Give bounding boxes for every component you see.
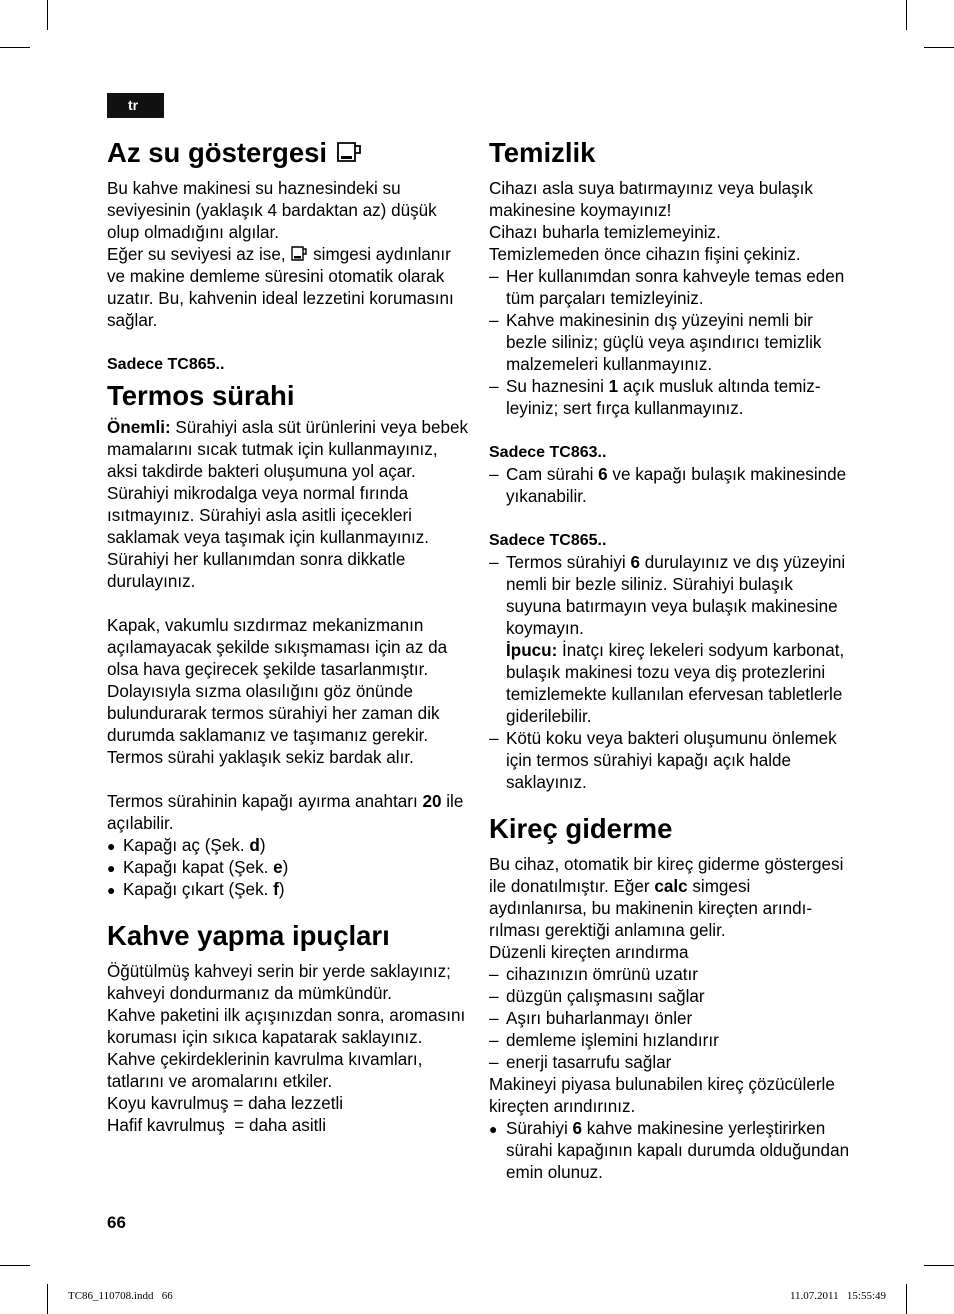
kirec-paragraph-1: Bu cihaz, otomatik bir kireç giderme göstergesi ile donatılmıştır. Eğer calc simgesi aydınlanırsa, bu makinenin kireçten arındırılması gerektiği anlamına gelir.	[489, 855, 844, 940]
print-slug-date: 11.07.2011 15:55:49	[789, 1290, 886, 1302]
crop-mark	[0, 1265, 30, 1266]
heading-kirec: Kireç giderme	[489, 813, 673, 844]
crop-mark	[47, 0, 48, 30]
ipuclari-paragraph-5: Hafif kavrulmuş = daha asitli	[107, 1116, 326, 1135]
kirec-paragraph-3: Makineyi piyasa bulunabilen kireç çözücülerle kireçten arındırınız.	[489, 1075, 835, 1116]
left-column	[107, 136, 469, 1137]
list-item: – düzgün çalışmasını sağlar	[489, 986, 851, 1008]
temizlik-paragraph-1: Cihazı asla suya batırmayınız veya bulaşık makinesine koymayınız!	[489, 179, 813, 220]
page-number: 66	[107, 1213, 126, 1232]
termos-paragraph-2: Sürahiyi her kullanımdan sonra dikkatle durulayınız.	[107, 550, 406, 591]
temizlik-paragraph-2: Cihazı buharla temizlemeyiniz.	[489, 223, 721, 242]
list-item: – Kötü koku veya bakteri oluşumunu önlemek için termos sürahiyi kapağı açık halde saklayınız.	[489, 728, 851, 794]
print-slug-file: TC86_110708.indd 66	[68, 1290, 173, 1302]
heading-ipuclari: Kahve yapma ipuçları	[107, 920, 390, 951]
list-item: – Her kullanımdan sonra kahveyle temas eden tüm parçaları temizleyiniz.	[489, 266, 851, 310]
crop-mark	[924, 1265, 954, 1266]
heading-az-su: Az su göstergesi	[107, 136, 469, 170]
ipuclari-paragraph-2: Kahve paketini ilk açışınızdan sonra, aromasını koruması için sıkıca kapatarak saklayınız.	[107, 1006, 466, 1047]
temizlik-paragraph-3: Temizlemeden önce cihazın fişini çekiniz.	[489, 245, 801, 264]
list-item: ● Kapağı kapat (Şek. e)	[107, 857, 469, 879]
language-tab: tr	[107, 93, 164, 118]
termos-onemli: Önemli: Sürahiyi asla süt ürünlerini veya bebek mamalarını sıcak tutmak için kullanmayınız, aksi takdirde bakteri oluşumuna yol açar. Sürahiyi mikrodalga veya normal fırında ısıtmayınız. Sürahiyi asla asitli içecekleri saklamak veya taşımak için kullanmayınız.	[107, 418, 469, 547]
termos-paragraph-3: Kapak, vakumlu sızdırmaz mekanizmanın açılamayacak şekilde sıkışmaması için az da olsa hava geçirecek şekilde tasarlanmıştır. Dolayısıyla sızma olasılığını göz önünde bulundurarak termos sürahiyi her zaman dik durumda saklamanız ve taşımanız gerekir. Termos sürahi yaklaşık sekiz bardak alır.	[107, 616, 448, 767]
list-item: ● Sürahiyi 6 kahve makinesine yerleştirirken sürahi kapağının kapalı durumda olduğundan emin olunuz.	[489, 1118, 851, 1184]
crop-mark	[0, 47, 30, 48]
sadece-tc865-label: Sadece TC865..	[107, 356, 225, 373]
kirec-paragraph-2: Düzenli kireçten arındırma	[489, 943, 689, 962]
list-item: – demleme işlemini hızlandırır	[489, 1030, 851, 1052]
list-item: – Su haznesini 1 açık musluk altında temizleyiniz; sert fırça kullanmayınız.	[489, 376, 851, 420]
sadece-tc863-label: Sadece TC863..	[489, 444, 607, 461]
list-item: – Kahve makinesinin dış yüzeyini nemli bir bezle siliniz; güçlü veya aşındırıcı temizlik malzemeleri kullanmayınız.	[489, 310, 851, 376]
az-su-paragraph-1: Bu kahve makinesi su haznesindeki su seviyesinin (yaklaşık 4 bardaktan az) düşük olup olmadığını algılar.	[107, 179, 437, 242]
list-item: – Cam sürahi 6 ve kapağı bulaşık makinesinde yıkanabilir.	[489, 464, 851, 508]
list-item: – Termos sürahiyi 6 durulayınız ve dış yüzeyini nemli bir bezle siliniz. Sürahiyi bulaşık suyuna batırmayın veya bulaşık makinesine koymayın. İpucu: İnatçı kireç lekeleri sodyum karbonat, bulaşık makinesi tozu veya diş protezlerini temizlemekte kullanılan efervesan tabletlerle giderilebilir.	[489, 552, 851, 728]
list-item: ● Kapağı çıkart (Şek. f)	[107, 879, 469, 901]
ipuclari-paragraph-3: Kahve çekirdeklerinin kavrulma kıvamları, tatlarını ve aromalarını etkiler.	[107, 1050, 423, 1091]
heading-temizlik: Temizlik	[489, 137, 596, 168]
carafe-low-water-icon	[335, 140, 363, 164]
carafe-low-water-icon	[290, 245, 308, 262]
list-item: – Aşırı buharlanmayı önler	[489, 1008, 851, 1030]
list-item: – cihazınızın ömrünü uzatır	[489, 964, 851, 986]
crop-mark	[47, 1284, 48, 1314]
right-column	[489, 136, 851, 1184]
ipuclari-paragraph-4: Koyu kavrulmuş = daha lezzetli	[107, 1094, 344, 1113]
heading-termos: Termos sürahi	[107, 380, 295, 411]
crop-mark	[906, 1284, 907, 1314]
list-item: – enerji tasarrufu sağlar	[489, 1052, 851, 1074]
az-su-paragraph-2: Eğer su seviyesi az ise, simgesi aydınlanır ve makine demleme süresini otomatik olarak uzatır. Bu, kahvenin ideal lezzetini korumasını sağlar.	[107, 245, 454, 330]
list-item: ● Kapağı aç (Şek. d)	[107, 835, 469, 857]
termos-paragraph-4: Termos sürahinin kapağı ayırma anahtarı 20 ile açılabilir.	[107, 792, 464, 833]
crop-mark	[924, 47, 954, 48]
ipuclari-paragraph-1: Öğütülmüş kahveyi serin bir yerde saklayınız; kahveyi dondurmanız da mümkündür.	[107, 962, 451, 1003]
sadece-tc865-label: Sadece TC865..	[489, 532, 607, 549]
crop-mark	[906, 0, 907, 30]
